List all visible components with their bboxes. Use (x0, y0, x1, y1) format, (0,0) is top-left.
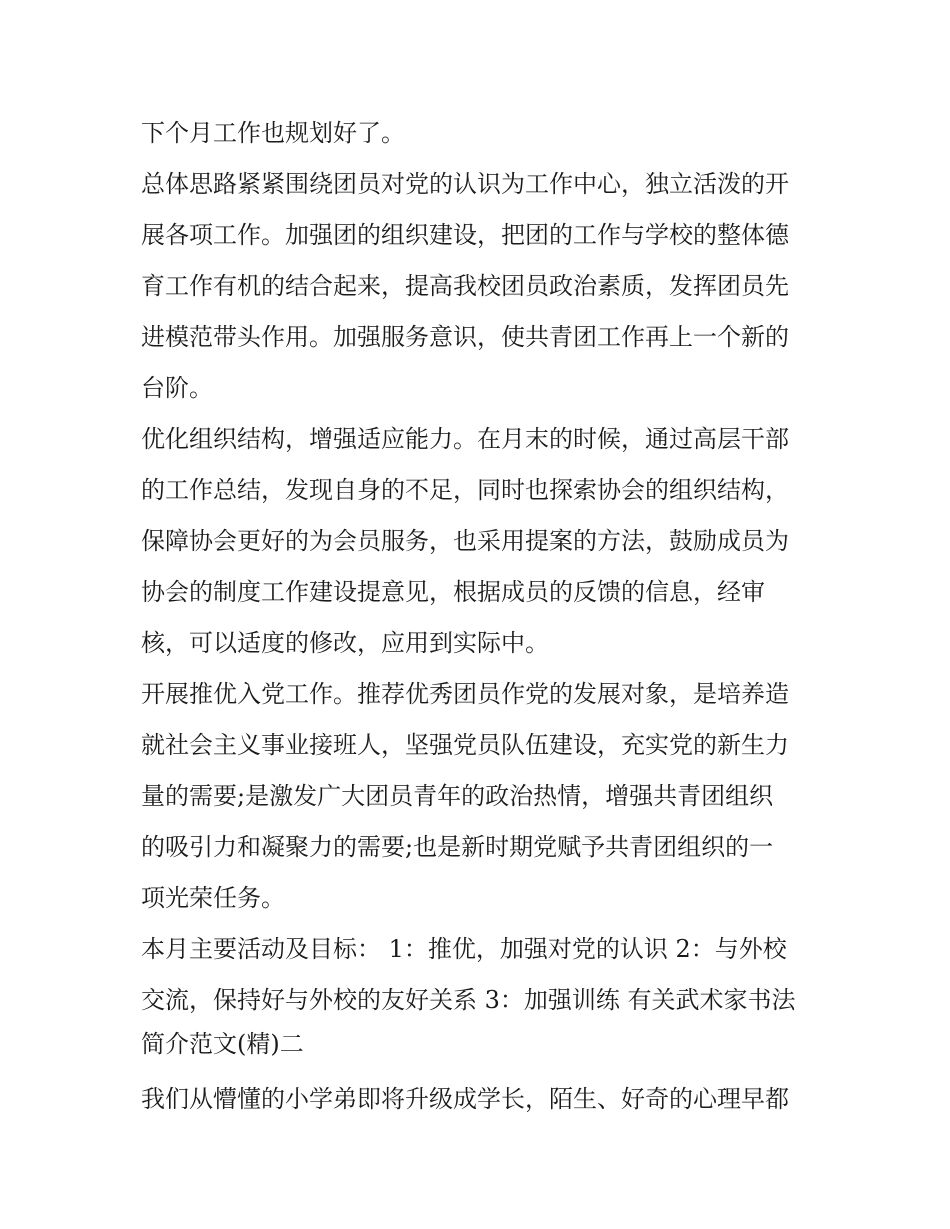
text-line: 交流，保持好与外校的友好关系 3：加强训练 有关武术家书法 (141, 986, 796, 1014)
text-line: 的工作总结，发现自身的不足，同时也探索协会的组织结构， (141, 476, 789, 504)
text-line: 台阶。 (141, 374, 213, 402)
text-line: 优化组织结构，增强适应能力。在月末的时候，通过高层干部 (141, 425, 789, 453)
text-line: 项光荣任务。 (141, 884, 285, 912)
text-line: 展各项工作。加强团的组织建设，把团的工作与学校的整体德 (141, 221, 789, 249)
text-line: 我们从懵懂的小学弟即将升级成学长，陌生、好奇的心理早都 (141, 1085, 789, 1113)
text-line: 开展推优入党工作。推荐优秀团员作党的发展对象，是培养造 (141, 680, 789, 708)
text-line: 量的需要;是激发广大团员青年的政治热情，增强共青团组织 (141, 782, 774, 810)
text-line: 简介范文(精)二 (141, 1030, 304, 1058)
text-line: 进模范带头作用。加强服务意识，使共青团工作再上一个新的 (141, 323, 789, 351)
text-line: 下个月工作也规划好了。 (141, 119, 405, 147)
text-line: 育工作有机的结合起来，提高我校团员政治素质，发挥团员先 (141, 272, 789, 300)
text-line: 的吸引力和凝聚力的需要;也是新时期党赋予共青团组织的一 (141, 833, 774, 861)
text-line: 总体思路紧紧围绕团员对党的认识为工作中心，独立活泼的开 (141, 170, 789, 198)
text-line: 就社会主义事业接班人，坚强党员队伍建设，充实党的新生力 (141, 731, 789, 759)
text-line: 保障协会更好的为会员服务，也采用提案的方法，鼓励成员为 (141, 527, 789, 555)
document-body (141, 108, 821, 1125)
text-line: 本月主要活动及目标： 1：推优，加强对党的认识 2：与外校 (141, 935, 787, 963)
text-line: 核，可以适度的修改，应用到实际中。 (141, 629, 549, 657)
text-line: 协会的制度工作建设提意见，根据成员的反馈的信息，经审 (141, 578, 765, 606)
